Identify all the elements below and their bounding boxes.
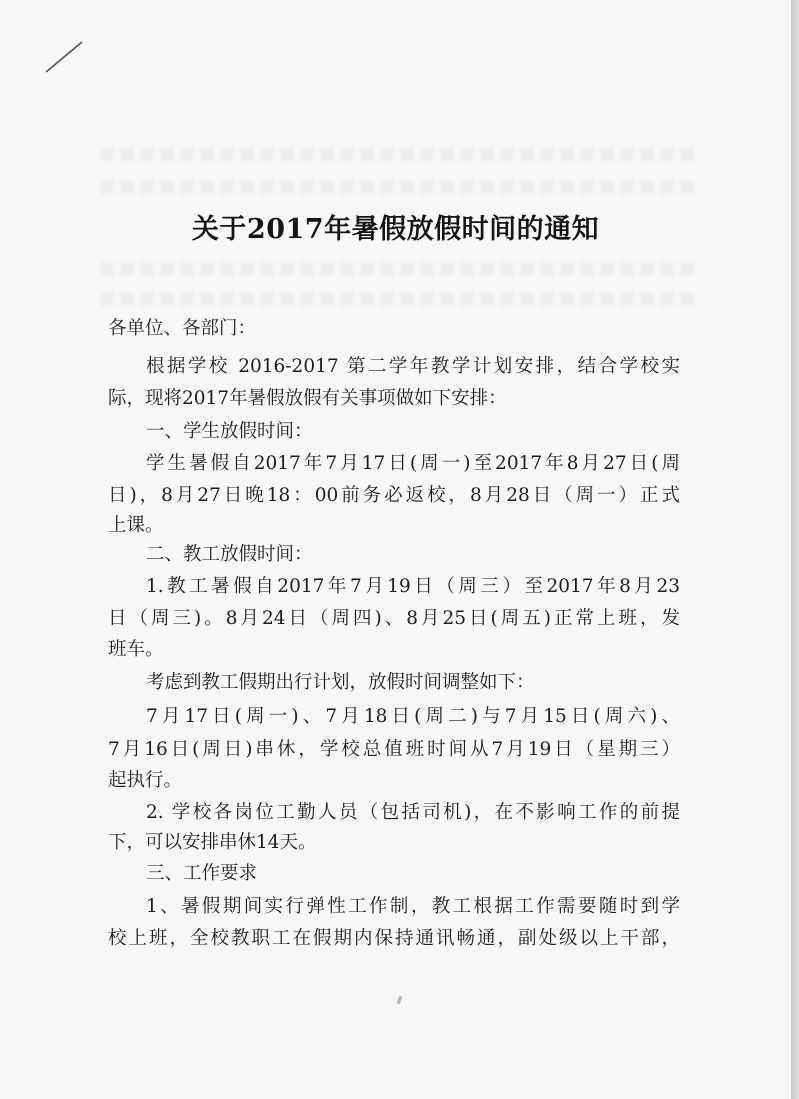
salutation: 各单位、各部门： [108, 318, 257, 339]
body-line: 根据学校 2016-2017 第二学年教学计划安排，结合学校实 [146, 356, 680, 377]
section-heading: 二、教工放假时间： [146, 544, 313, 565]
body-line: 起执行。 [108, 770, 183, 791]
body-line: 考虑到教工假期出行计划，放假时间调整如下： [146, 672, 535, 693]
pen-stroke-mark [42, 38, 92, 78]
body-line: 日)，8月27日晚18：00前务必返校，8月28日（周一）正式 [108, 485, 680, 506]
body-line: 学生暑假自2017年7月17日(周一)至2017年8月27日(周 [146, 453, 680, 474]
notice-title: 关于2017年暑假放假时间的通知 [191, 214, 600, 245]
body-line: 日（周三)。8月24日（周四)、8月25日(周五)正常上班，发 [108, 608, 680, 629]
section-heading: 一、学生放假时间： [146, 421, 313, 442]
stray-mark [397, 996, 403, 1005]
bleed-through-text [100, 147, 700, 161]
bleed-through-text [100, 262, 700, 276]
paper-edge-shadow [791, 0, 799, 1099]
body-line: 2. 学校各岗位工勤人员（包括司机)，在不影响工作的前提 [146, 802, 680, 823]
body-line: 班车。 [108, 639, 164, 660]
body-line: 7月17日(周一)、7月18日(周二)与7月15日(周六)、 [146, 706, 680, 727]
body-line: 1.教工暑假自2017年7月19日（周三）至2017年8月23 [146, 576, 680, 597]
body-line: 下，可以安排串休14天。 [108, 832, 317, 853]
section-heading: 三、工作要求 [146, 863, 258, 884]
bleed-through-text [100, 292, 700, 306]
body-line: 1、暑假期间实行弹性工作制，教工根据工作需要随时到学 [146, 896, 680, 917]
body-line: 上课。 [108, 515, 164, 536]
body-line: 7月16日(周日)串休，学校总值班时间从7月19日（星期三） [108, 739, 680, 760]
body-line: 校上班，全校教职工在假期内保持通讯畅通，副处级以上干部， [108, 928, 680, 949]
bleed-through-text [100, 180, 700, 194]
body-line: 际，现将2017年暑假放假有关事项做如下安排： [108, 388, 507, 409]
